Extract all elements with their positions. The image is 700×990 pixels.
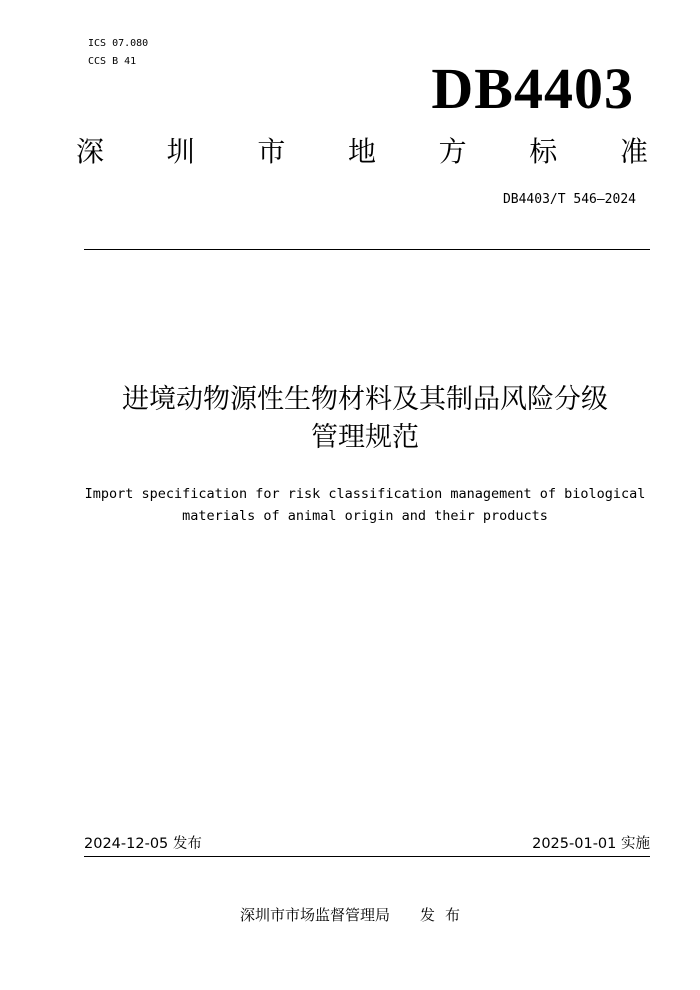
issuer-action: 发布 — [420, 906, 471, 924]
standard-type-char: 地 — [347, 135, 376, 168]
document-title-zh — [40, 381, 690, 457]
header-divider — [84, 249, 650, 250]
standard-type-char: 准 — [619, 135, 648, 168]
implementation-date: 2025-01-01 实施 — [532, 836, 650, 852]
standard-type-char: 圳 — [166, 135, 195, 168]
ccs-code: CCS B 41 — [88, 56, 137, 67]
title-en-line: Import specification for risk classification management of biological — [84, 486, 646, 502]
ics-code: ICS 07.080 — [88, 38, 149, 49]
standard-type-char: 方 — [438, 135, 467, 168]
classification-codes — [88, 35, 148, 71]
standard-type-char: 标 — [529, 135, 558, 168]
standard-logo: DB4403 — [431, 56, 634, 121]
standard-type-char: 深 — [76, 135, 105, 168]
standard-number: DB4403/T 546—2024 — [502, 192, 636, 207]
title-en-line: materials of animal origin and their products — [182, 508, 548, 524]
document-title-en — [40, 483, 690, 527]
title-zh-line: 进境动物源性生物材料及其制品风险分级 — [122, 384, 608, 415]
title-zh-line: 管理规范 — [311, 422, 419, 453]
footer-divider — [84, 856, 650, 857]
standard-type-char: 市 — [257, 135, 286, 168]
standard-type — [76, 132, 648, 172]
issuer-name: 深圳市市场监督管理局 — [240, 906, 391, 924]
release-date: 2024-12-05 发布 — [84, 836, 202, 852]
issuing-authority — [240, 904, 470, 926]
